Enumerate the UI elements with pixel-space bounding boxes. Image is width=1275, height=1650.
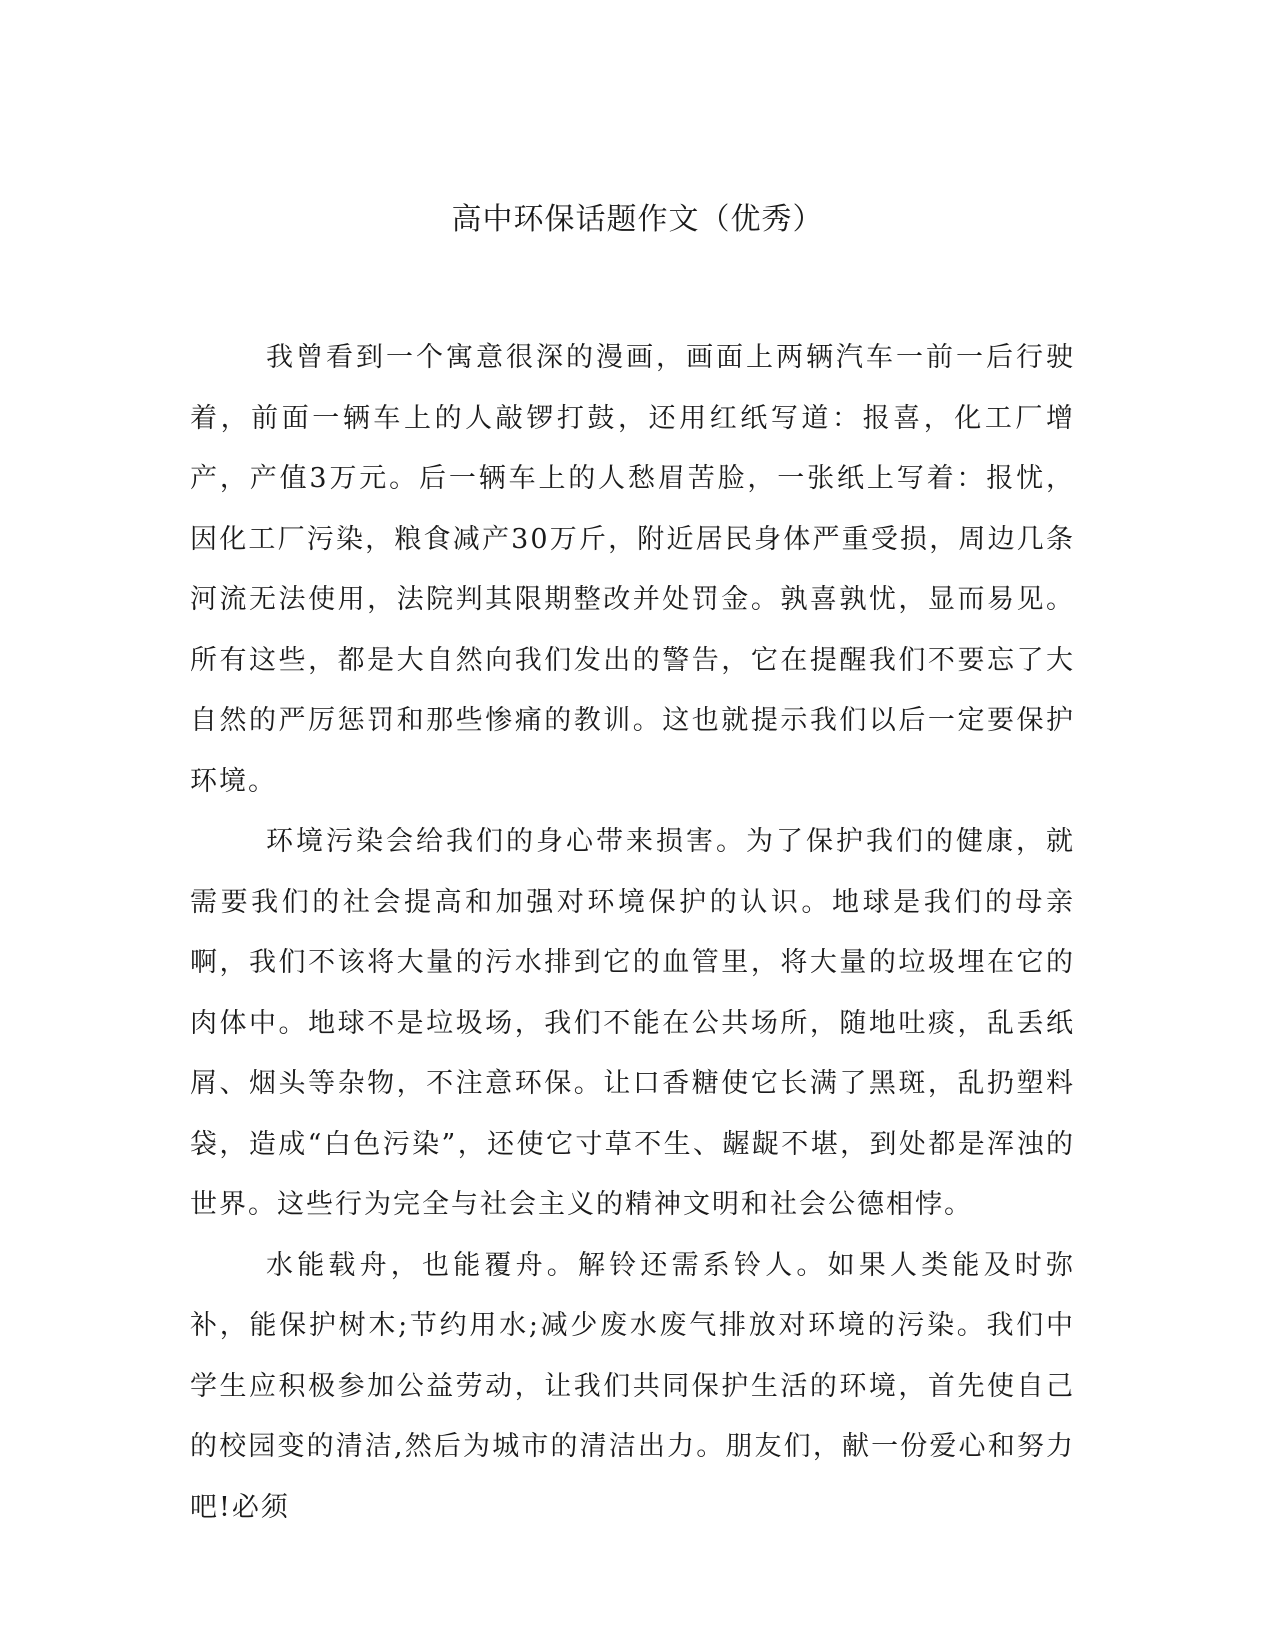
document-title: 高中环保话题作文（优秀） [451,202,824,237]
paragraph-2: 环境污染会给我们的身心带来损害。为了保护我们的健康，就需要我们的社会提高和加强对环境保护的认识。地球是我们的母亲啊，我们不该将大量的污水排到它的血管里，将大量的垃圾埋在它的肉体中。地球不是垃圾场，我们不能在公共场所，随地吐痰，乱丢纸屑、烟头等杂物，不注意环保。让口香糖使它长满了黑斑，乱扔塑料袋，造成“白色污染”，还使它寸草不生、龌龊不堪，到处都是浑浊的世界。这些行为完全与社会主义的精神文明和社会公德相悖。 [190,826,1075,1220]
paragraph-3: 水能载舟，也能覆舟。解铃还需系铃人。如果人类能及时弥补，能保护树木;节约用水;减少废水废气排放对环境的污染。我们中学生应积极参加公益劳动，让我们共同保护生活的环境，首先使自己的校园变的清洁,然后为城市的清洁出力。朋友们，献一份爱心和努力吧!必须 [190,1249,1075,1523]
document-body [190,328,1075,1538]
paragraph-1: 我曾看到一个寓意很深的漫画，画面上两辆汽车一前一后行驶着，前面一辆车上的人敲锣打鼓，还用红纸写道：报喜，化工厂增产，产值3万元。后一辆车上的人愁眉苦脸，一张纸上写着：报忧，因化工厂污染，粮食减产30万斤，附近居民身体严重受损，周边几条河流无法使用，法院判其限期整改并处罚金。孰喜孰忧，显而易见。所有这些，都是大自然向我们发出的警告，它在提醒我们不要忘了大自然的严厉惩罚和那些惨痛的教训。这也就提示我们以后一定要保护环境。 [190,342,1075,797]
